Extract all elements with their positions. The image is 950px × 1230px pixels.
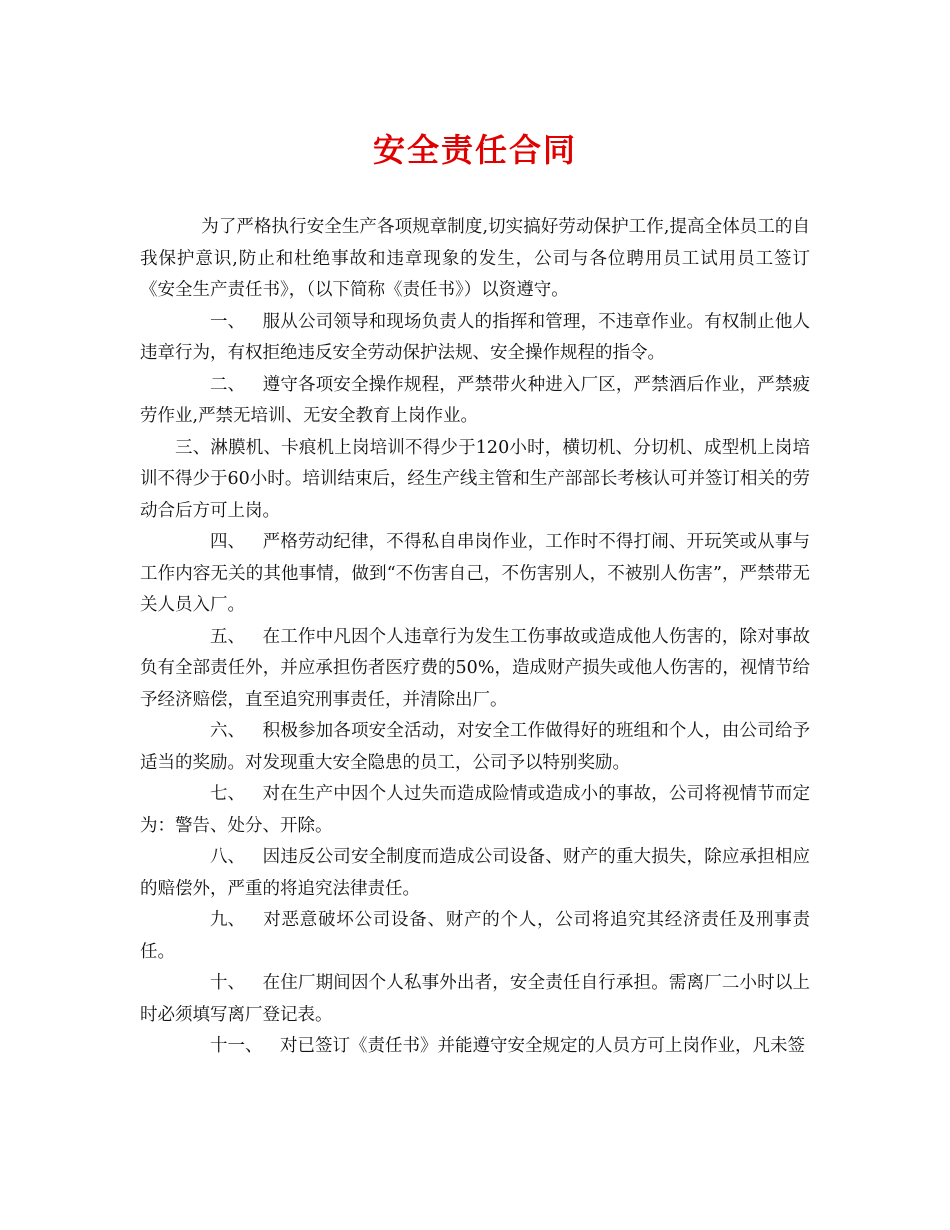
clause-number: 五、 <box>210 626 245 647</box>
clause-number: 七、 <box>210 784 245 804</box>
clause-6 <box>140 716 810 779</box>
clause-2 <box>140 370 810 433</box>
clause-number: 三、 <box>175 437 211 458</box>
clause-text: 严格劳动纪律，不得私自串岗作业，工作时不得打闹、开玩笑或从事与工作内容无关的其他事情，做到“不伤害自己，不伤害别人，不被别人伤害”，严禁带无关人员入厂。 <box>140 532 810 615</box>
clause-number: 四、 <box>210 532 245 552</box>
clause-number: 一、 <box>210 311 245 332</box>
clause-text: 在住厂期间因个人私事外出者，安全责任自行承担。需离厂二小时以上时必须填写离厂登记表。 <box>140 973 810 1025</box>
clause-number: 十、 <box>210 973 245 993</box>
clause-3 <box>140 433 810 528</box>
clause-text: 对恶意破坏公司设备、财产的个人，公司将追究其经济责任及刑事责任。 <box>140 910 810 962</box>
clause-number: 八、 <box>210 847 245 867</box>
clause-8 <box>140 842 810 905</box>
clause-text: 在工作中凡因个人违章行为发生工伤事故或造成他人伤害的，除对事故负有全部责任外，并应承担伤者医疗费的50%，造成财产损失或他人伤害的，视情节给予经济赔偿，直至追究刑事责任，并清除出厂。 <box>140 626 810 710</box>
clause-text: 积极参加各项安全活动，对安全工作做得好的班组和个人，由公司给予适当的奖励。对发现重大安全隐患的员工，公司予以特别奖励。 <box>140 721 810 773</box>
clause-11 <box>140 1031 810 1063</box>
clause-text: 遵守各项安全操作规程，严禁带火种进入厂区，严禁酒后作业，严禁疲劳作业,严禁无培训、无安全教育上岗作业。 <box>140 374 810 426</box>
intro-paragraph: 为了严格执行安全生产各项规章制度,切实搞好劳动保护工作,提高全体员工的自我保护意识,防止和杜绝事故和违章现象的发生，公司与各位聘用员工试用员工签订《安全生产责任书》，（以下简称《责任书》）以资遵守。 <box>140 217 810 300</box>
clause-text: 对在生产中因个人过失而造成险情或造成小的事故，公司将视情节而定为：警告、处分、开除。 <box>140 784 810 836</box>
clause-5 <box>140 622 810 717</box>
clause-number: 六、 <box>210 721 245 741</box>
clause-number: 二、 <box>210 374 245 395</box>
clause-7 <box>140 779 810 842</box>
clause-text: 因违反公司安全制度而造成公司设备、财产的重大损失，除应承担相应的赔偿外，严重的将追究法律责任。 <box>140 847 810 899</box>
clause-9 <box>140 905 810 968</box>
clause-4 <box>140 527 810 622</box>
document-page <box>140 118 810 1063</box>
document-title: 安全责任合同 <box>372 131 577 169</box>
clause-text: 对已签订《责任书》并能遵守安全规定的人员方可上岗作业，凡未签 <box>280 1036 805 1056</box>
clause-text: 淋膜机、卡痕机上岗培训不得少于120小时，横切机、分切机、成型机上岗培训不得少于60小时。培训结束后，经生产线主管和生产部部长考核认可并签订相关的劳动合后方可上岗。 <box>140 437 810 521</box>
clause-text: 服从公司领导和现场负责人的指挥和管理，不违章作业。有权制止他人违章行为，有权拒绝违反安全劳动保护法规、安全操作规程的指令。 <box>140 311 810 363</box>
clause-number: 十一、 <box>210 1036 263 1056</box>
clause-number: 九、 <box>210 910 245 930</box>
clause-1 <box>140 307 810 370</box>
clause-10 <box>140 968 810 1031</box>
